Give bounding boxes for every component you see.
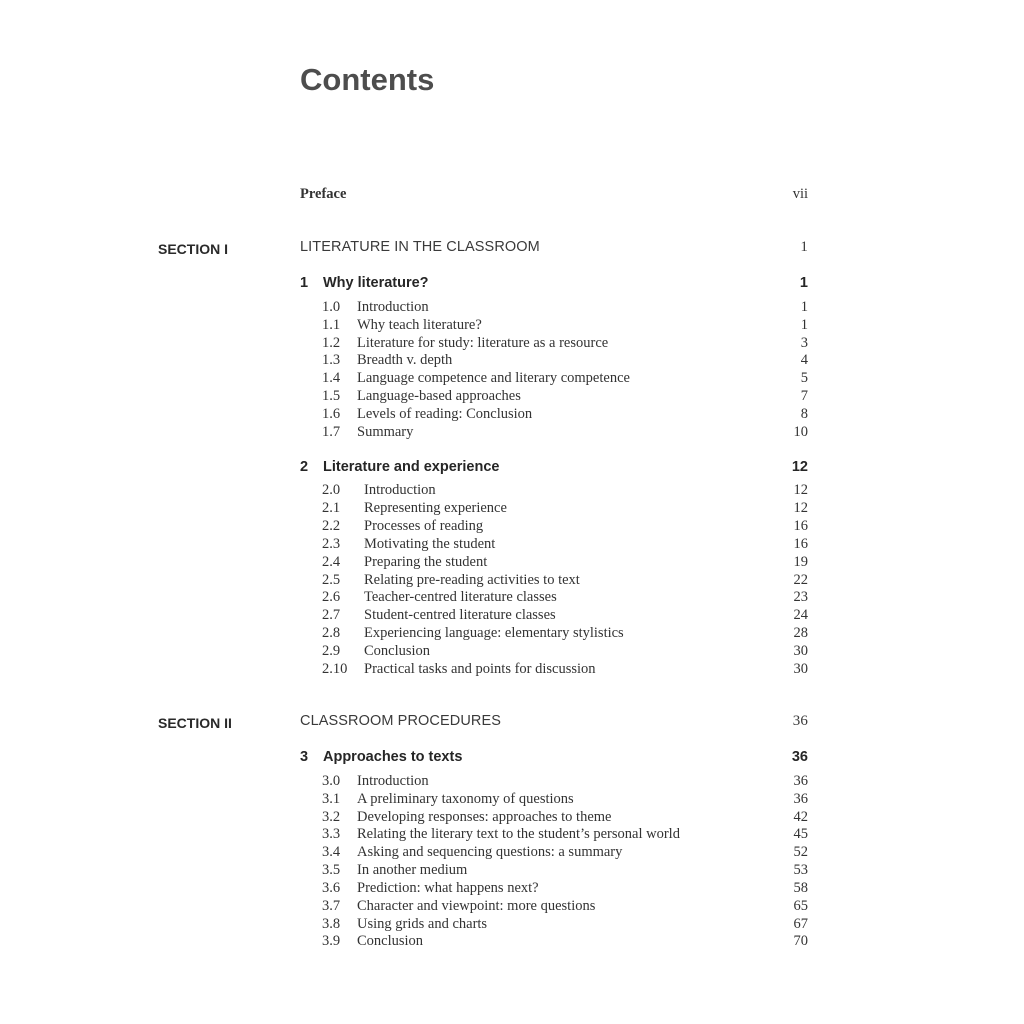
entry-title: Prediction: what happens next? <box>357 880 539 896</box>
section-title-row[interactable] <box>300 713 808 731</box>
entry-number: 2.3 <box>322 536 341 552</box>
entry-title: Breadth v. depth <box>357 352 453 368</box>
entry-title: Conclusion <box>357 933 424 949</box>
entry-page-number: 12 <box>793 482 808 498</box>
entry-page-number: 16 <box>793 536 808 552</box>
chapter-row[interactable] <box>300 749 808 767</box>
entry-title: Representing experience <box>364 500 507 516</box>
entry-number: 1.0 <box>322 299 341 315</box>
entry-title: Teacher-centred literature classes <box>364 589 557 605</box>
entry-number: 1.6 <box>322 406 341 422</box>
entry-page-number: 58 <box>793 880 808 896</box>
chapter-page-number: 36 <box>791 749 808 765</box>
entry-page-number: 12 <box>793 500 808 516</box>
entry-page-number: 36 <box>793 791 808 807</box>
toc-entry[interactable] <box>322 773 808 791</box>
entry-page-number: 19 <box>793 554 808 570</box>
entry-number: 1.1 <box>322 317 341 333</box>
toc-entry[interactable] <box>322 352 808 370</box>
toc-entry[interactable] <box>322 388 808 406</box>
toc-entry[interactable] <box>322 589 808 607</box>
entry-number: 3.5 <box>322 862 341 878</box>
entry-title: Using grids and charts <box>357 916 488 932</box>
entry-page-number: 67 <box>793 916 808 932</box>
entry-page-number: 53 <box>793 862 808 878</box>
entry-number: 1.3 <box>322 352 341 368</box>
section-page-number: 36 <box>792 713 808 729</box>
toc-entry[interactable] <box>322 933 808 951</box>
preface-page-number: vii <box>792 186 808 202</box>
entry-number: 1.7 <box>322 424 341 440</box>
toc-entry[interactable] <box>322 826 808 844</box>
toc-entry[interactable] <box>322 299 808 317</box>
entry-page-number: 8 <box>800 406 808 422</box>
entry-title: Introduction <box>364 482 436 498</box>
chapter-row[interactable] <box>300 275 808 293</box>
entry-page-number: 30 <box>793 661 808 677</box>
page-title: Contents <box>300 62 435 97</box>
entry-page-number: 3 <box>800 335 808 351</box>
entry-title: In another medium <box>357 862 468 878</box>
entry-number: 2.5 <box>322 572 341 588</box>
chapter-title: Literature and experience <box>323 459 500 475</box>
chapter-page-number: 12 <box>791 459 808 475</box>
section-title: LITERATURE IN THE CLASSROOM <box>300 239 540 255</box>
section-title: CLASSROOM PROCEDURES <box>300 713 502 729</box>
entry-title: Literature for study: literature as a resource <box>357 335 609 351</box>
toc-entry[interactable] <box>322 518 808 536</box>
entry-number: 3.7 <box>322 898 341 914</box>
section-title-row[interactable] <box>300 239 808 257</box>
toc-entry[interactable] <box>322 500 808 518</box>
entry-number: 1.4 <box>322 370 341 386</box>
toc-entry[interactable] <box>322 643 808 661</box>
entry-number: 2.9 <box>322 643 341 659</box>
entry-number: 3.8 <box>322 916 341 932</box>
section-label: SECTION II <box>158 715 232 731</box>
entry-title: Relating pre-reading activities to text <box>364 572 580 588</box>
entry-page-number: 52 <box>793 844 808 860</box>
entry-title: Introduction <box>357 773 429 789</box>
entry-title: A preliminary taxonomy of questions <box>357 791 574 807</box>
entry-page-number: 30 <box>793 643 808 659</box>
entry-page-number: 28 <box>793 625 808 641</box>
entry-number: 3.4 <box>322 844 341 860</box>
entry-title: Why teach literature? <box>357 317 482 333</box>
chapter-number: 2 <box>300 459 309 475</box>
entry-number: 2.7 <box>322 607 341 623</box>
entry-number: 2.10 <box>322 661 348 677</box>
entry-title: Introduction <box>357 299 429 315</box>
toc-entry[interactable] <box>322 862 808 880</box>
toc-entry[interactable] <box>322 844 808 862</box>
toc-entry[interactable] <box>322 916 808 934</box>
toc-entry[interactable] <box>322 607 808 625</box>
toc-entry[interactable] <box>322 791 808 809</box>
toc-entry[interactable] <box>322 536 808 554</box>
entry-page-number: 70 <box>793 933 808 949</box>
toc-entry[interactable] <box>322 335 808 353</box>
entry-number: 1.2 <box>322 335 341 351</box>
toc-entry[interactable] <box>322 572 808 590</box>
toc-entry[interactable] <box>322 406 808 424</box>
entry-page-number: 36 <box>793 773 808 789</box>
entry-title: Developing responses: approaches to theme <box>357 809 612 825</box>
entry-number: 3.1 <box>322 791 341 807</box>
entry-page-number: 1 <box>800 317 808 333</box>
toc-entry[interactable] <box>322 898 808 916</box>
preface-label: Preface <box>300 186 347 202</box>
entry-number: 2.8 <box>322 625 341 641</box>
entry-title: Motivating the student <box>364 536 496 552</box>
entry-number: 1.5 <box>322 388 341 404</box>
chapter-row[interactable] <box>300 459 808 477</box>
entry-number: 3.6 <box>322 880 341 896</box>
entry-number: 2.4 <box>322 554 341 570</box>
entry-number: 2.2 <box>322 518 341 534</box>
entry-title: Relating the literary text to the student’s personal world <box>357 826 680 842</box>
toc-entry[interactable] <box>322 809 808 827</box>
entry-page-number: 1 <box>800 299 808 315</box>
toc-entry[interactable] <box>322 661 808 679</box>
entry-page-number: 7 <box>800 388 808 404</box>
section-page-number: 1 <box>800 239 808 255</box>
entry-title: Conclusion <box>364 643 431 659</box>
entry-title: Levels of reading: Conclusion <box>357 406 533 422</box>
entry-title: Asking and sequencing questions: a summary <box>357 844 623 860</box>
entry-title: Character and viewpoint: more questions <box>357 898 596 914</box>
chapter-title: Why literature? <box>323 275 429 291</box>
toc-entry[interactable] <box>322 880 808 898</box>
chapter-page-number: 1 <box>799 275 808 291</box>
toc-entry[interactable] <box>322 424 808 442</box>
toc-entry[interactable] <box>322 554 808 572</box>
entry-title: Practical tasks and points for discussion <box>364 661 596 677</box>
entry-title: Preparing the student <box>364 554 488 570</box>
chapter-number: 3 <box>300 749 309 765</box>
entry-page-number: 5 <box>800 370 808 386</box>
entry-number: 2.0 <box>322 482 341 498</box>
preface-row[interactable] <box>300 186 808 204</box>
entry-page-number: 4 <box>800 352 808 368</box>
entry-title: Language competence and literary competence <box>357 370 630 386</box>
toc-entry[interactable] <box>322 482 808 500</box>
entry-page-number: 22 <box>793 572 808 588</box>
entry-number: 3.2 <box>322 809 341 825</box>
chapter-title: Approaches to texts <box>323 749 463 765</box>
entry-page-number: 42 <box>793 809 808 825</box>
entry-number: 3.3 <box>322 826 341 842</box>
entry-number: 3.9 <box>322 933 341 949</box>
entry-page-number: 45 <box>793 826 808 842</box>
entry-number: 2.1 <box>322 500 341 516</box>
entry-number: 2.6 <box>322 589 341 605</box>
entry-title: Experiencing language: elementary stylistics <box>364 625 624 641</box>
entry-title: Processes of reading <box>364 518 484 534</box>
entry-page-number: 24 <box>793 607 808 623</box>
toc-entry[interactable] <box>322 370 808 388</box>
toc-entry[interactable] <box>322 625 808 643</box>
toc-entry[interactable] <box>322 317 808 335</box>
chapter-number: 1 <box>300 275 309 291</box>
entry-page-number: 23 <box>793 589 808 605</box>
entry-page-number: 16 <box>793 518 808 534</box>
entry-title: Summary <box>357 424 414 440</box>
entry-title: Language-based approaches <box>357 388 521 404</box>
entry-title: Student-centred literature classes <box>364 607 556 623</box>
entry-number: 3.0 <box>322 773 341 789</box>
entry-page-number: 10 <box>793 424 808 440</box>
entry-page-number: 65 <box>793 898 808 914</box>
section-label: SECTION I <box>158 241 229 257</box>
